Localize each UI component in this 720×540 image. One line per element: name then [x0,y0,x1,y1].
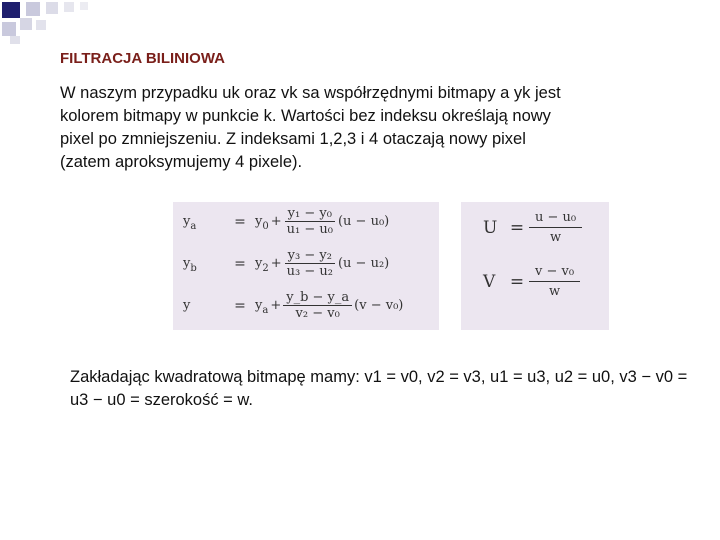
corner-square-dark [2,2,20,18]
plus-sign: + [270,256,282,271]
equation-row [483,264,580,299]
equation-row [173,290,403,321]
corner-square [20,18,32,30]
corner-square [46,2,58,14]
fraction-denominator: w [549,230,562,245]
corner-square [80,2,88,10]
equation-row [173,248,389,279]
equation-lhs: y [183,256,191,271]
fraction-denominator: v₂ − v₀ [295,306,340,321]
fraction-numerator: v − v₀ [529,264,580,282]
equation-box-normalized [461,202,609,330]
equation-lhs: y [183,298,191,313]
corner-square [10,36,20,44]
slide-title: FILTRACJA BILINIOWA [60,50,225,67]
corner-square [26,2,40,16]
equals-sign: = [234,255,246,272]
equals-sign: = [234,297,246,314]
equation-base-sub: 2 [262,263,269,274]
fraction [529,210,582,245]
equation-base: y [255,298,263,313]
corner-square [36,20,46,30]
paragraph-assumption: Zakładając kwadratową bitmapę mamy: v1 = v0, v2 = v3, u1 = u3, u2 = u0, v3 − v0 = u3 − u0 = szerokość = w. [70,368,688,409]
equation-base: y [255,214,263,229]
fraction [284,248,336,279]
equals-sign: = [509,217,525,238]
fraction-denominator: u₁ − u₀ [286,222,333,237]
equation-base-sub: a [262,305,269,316]
fraction-numerator: y₁ − y₀ [285,206,335,222]
equation-row [483,210,582,245]
corner-square [64,2,74,12]
equation-row [173,206,389,237]
equation-tail: (u − u₂) [337,256,390,271]
fraction [283,290,352,321]
fraction-denominator: w [548,284,561,299]
equation-base-sub: 0 [262,221,269,232]
corner-square [2,22,16,36]
equation-tail: (v − v₀) [354,298,404,313]
equation-lhs: V [483,271,496,292]
fraction [529,264,580,299]
fraction-denominator: u₃ − u₂ [286,264,333,279]
equals-sign: = [234,213,246,230]
corner-decoration [0,0,140,44]
equation-tail: (u − u₀) [337,214,390,229]
fraction [284,206,336,237]
plus-sign: + [270,298,282,313]
equation-lhs: U [483,217,498,238]
plus-sign: + [270,214,282,229]
equation-box-interpolation [173,202,439,330]
equation-base: y [255,256,263,271]
equation-lhs-sub: a [190,221,197,232]
paragraph-intro: W naszym przypadku uk oraz vk sa współrzędnymi bitmapy a yk jest kolorem bitmapy w punkcie k. Wartości bez indeksu określają nowy pixel po zmniejszeniu. Z indeksami 1,2,3 i 4 otaczają nowy pixel (zatem aproksymujemy 4 pixele). [60,84,561,171]
equation-lhs: y [183,214,191,229]
fraction-numerator: y_b − y_a [283,290,352,306]
equals-sign: = [509,271,525,292]
fraction-numerator: y₃ − y₂ [285,248,335,264]
equation-lhs-sub: b [190,263,197,274]
fraction-numerator: u − u₀ [529,210,582,228]
